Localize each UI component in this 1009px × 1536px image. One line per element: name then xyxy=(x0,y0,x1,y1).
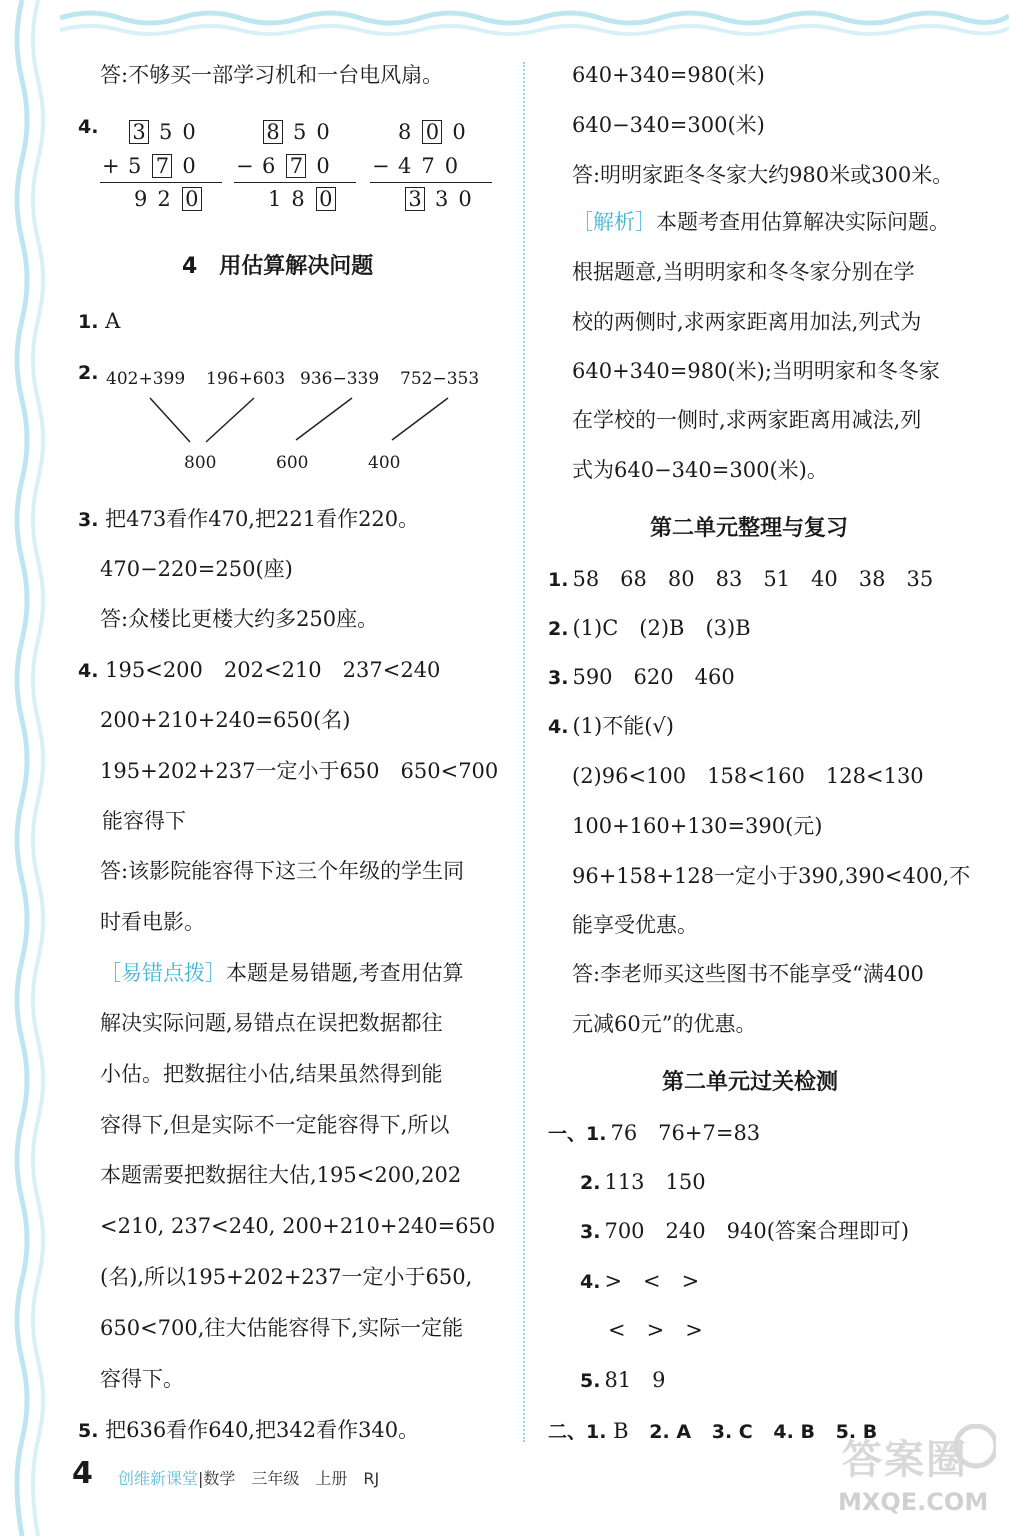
answer-text: 76 76+7=83 xyxy=(610,1121,761,1145)
answer-text: 200+210+240=650(名) xyxy=(100,708,351,732)
analysis-line xyxy=(572,455,828,485)
calc-row xyxy=(404,184,482,214)
tip-tag: ［易错点拨］ xyxy=(100,961,226,985)
question-number: 5. xyxy=(580,1370,601,1392)
column-divider xyxy=(523,62,525,1442)
page-number: 4 xyxy=(72,1456,93,1491)
answer-text: B xyxy=(613,1419,629,1443)
match-line xyxy=(150,398,190,442)
answer-value: 800 xyxy=(184,453,217,473)
digit: 0 xyxy=(182,154,206,178)
answer-box-digit: 7 xyxy=(152,154,172,178)
question-number: 二、1. xyxy=(548,1421,607,1443)
test-item xyxy=(580,1167,706,1198)
question-number: 4. xyxy=(580,1271,601,1293)
footer-info xyxy=(118,1466,379,1489)
part2-answers xyxy=(548,1416,877,1447)
calc-row xyxy=(134,184,212,214)
operator-sign: − xyxy=(372,154,400,178)
digit: 7 xyxy=(421,154,445,178)
test-item xyxy=(580,1266,699,1297)
match-line xyxy=(206,398,254,442)
answer-text: (2)96<100 158<160 128<130 xyxy=(572,764,924,788)
calc-row xyxy=(268,184,346,214)
digit: 5 xyxy=(159,120,183,144)
answer-text: 195<200 202<210 237<240 xyxy=(105,658,441,682)
digit: 8 xyxy=(398,120,422,144)
answer-text: A xyxy=(105,309,121,333)
answer-5 xyxy=(78,1415,419,1446)
operator-sign: + xyxy=(102,154,130,178)
digit: 9 xyxy=(134,187,158,211)
tip-line xyxy=(100,1211,495,1241)
digit: 0 xyxy=(458,187,482,211)
answer-box-digit: 3 xyxy=(405,187,425,211)
tip-line xyxy=(100,1364,184,1394)
answer-text: 58 68 80 83 51 40 38 35 xyxy=(572,567,934,591)
answer-text: 81 9 xyxy=(604,1368,666,1392)
answer-text: 470−220=250(座) xyxy=(100,557,293,581)
digit: 8 xyxy=(291,187,315,211)
tip-line xyxy=(100,1110,449,1140)
tip-text: 容得下。 xyxy=(100,1367,184,1391)
top-wave-border xyxy=(0,0,1009,52)
answer-text: < > > xyxy=(608,1318,703,1342)
answer-text: 答:众楼比更楼大约多250座。 xyxy=(100,607,379,631)
question-number: 2. xyxy=(548,618,569,640)
answer-text: 把473看作470,把221看作220。 xyxy=(105,507,420,531)
answer-text: 答:不够买一部学习机和一台电风扇。 xyxy=(100,63,444,87)
calc-rule xyxy=(100,182,222,183)
answer-text: 3. C xyxy=(711,1421,753,1443)
digit: 0 xyxy=(444,154,469,178)
watermark-text: 答案圈 xyxy=(842,1437,968,1483)
answer-text: > < > xyxy=(604,1269,700,1293)
section-title: 4 用估算解决问题 xyxy=(182,254,374,279)
digit: 4 xyxy=(398,154,422,178)
review-item xyxy=(548,564,933,595)
answer-box-digit: 0 xyxy=(422,120,442,144)
calc-row xyxy=(398,151,468,181)
question-number: 1. xyxy=(78,311,99,333)
answer-text: 能享受优惠。 xyxy=(572,913,698,937)
watermark-url: MXQE.COM xyxy=(838,1488,989,1516)
digit: 0 xyxy=(316,154,340,178)
section-title: 第二单元过关检测 xyxy=(662,1070,839,1095)
question-number: 3. xyxy=(78,509,99,531)
answer-text: (1)不能(√) xyxy=(572,714,674,738)
analysis-line xyxy=(572,257,915,287)
digit: 6 xyxy=(262,154,286,178)
answer-text: 5. B xyxy=(835,1421,878,1443)
answer-text: 640−340=300(米) xyxy=(572,113,765,137)
answer-text: (1)C (2)B (3)B xyxy=(572,616,751,640)
analysis-tag: ［解析］ xyxy=(572,210,656,234)
calc-row xyxy=(128,117,206,147)
question-number: 2. xyxy=(78,362,99,384)
answer-value: 600 xyxy=(276,453,309,473)
digit: 1 xyxy=(268,187,292,211)
expression: 196+603 xyxy=(206,369,286,389)
answer-text: 700 240 940(答案合理即可) xyxy=(604,1219,910,1243)
analysis-text: 在学校的一侧时,求两家距离用减法,列 xyxy=(572,408,922,432)
test-item xyxy=(580,1365,666,1396)
tip-line xyxy=(100,1262,472,1292)
digit: 0 xyxy=(182,120,206,144)
operator-sign: − xyxy=(236,154,264,178)
digit: 5 xyxy=(293,120,317,144)
tip-text: 本题是易错题,考查用估算 xyxy=(226,961,464,985)
expression: 752−353 xyxy=(400,369,480,389)
digit: 3 xyxy=(435,187,459,211)
question-number: 3. xyxy=(548,667,569,689)
analysis-text: 640+340=980(米);当明明家和冬冬家 xyxy=(572,359,940,383)
tip-text: <210, 237<240, 200+210+240=650 xyxy=(100,1214,496,1238)
analysis-line xyxy=(572,307,921,337)
answer-text: 2. A xyxy=(649,1421,692,1443)
left-wave-border xyxy=(0,0,60,1536)
answer-3 xyxy=(78,504,419,535)
answer-box-digit: 3 xyxy=(129,120,149,144)
digit: 0 xyxy=(452,120,476,144)
tip-text: 本题需要把数据往大估,195<200,202 xyxy=(100,1163,462,1187)
tip-line xyxy=(100,1313,463,1343)
analysis-text: 本题考查用估算解决实际问题。 xyxy=(656,210,950,234)
answer-text: 4. B xyxy=(773,1421,815,1443)
tip-line xyxy=(100,1160,461,1190)
section-title: 第二单元整理与复习 xyxy=(650,516,849,541)
tip-text: 小估。把数据往小估,结果虽然得到能 xyxy=(100,1062,443,1086)
expression: 936−339 xyxy=(300,369,380,389)
answer-text: 答:李老师买这些图书不能享受“满400 xyxy=(572,962,924,986)
match-line xyxy=(296,398,352,440)
tip-line xyxy=(100,958,464,988)
question-number: 4. xyxy=(548,716,569,738)
answer-text: 113 150 xyxy=(604,1170,706,1194)
answer-4 xyxy=(78,655,440,686)
question-number: 一、1. xyxy=(548,1123,607,1145)
review-item xyxy=(548,662,735,693)
analysis-text: 根据题意,当明明家和冬冬家分别在学 xyxy=(572,260,915,284)
digit: 0 xyxy=(316,120,340,144)
answer-text: 能容得下 xyxy=(102,809,186,833)
answer-text: 195+202+237一定小于650 650<700 xyxy=(100,759,499,783)
tip-text: 650<700,往大估能容得下,实际一定能 xyxy=(100,1316,464,1340)
answer-text: 把636看作640,把342看作340。 xyxy=(105,1418,420,1442)
answer-text: 96+158+128一定小于390,390<400,不 xyxy=(572,864,971,888)
calc-row xyxy=(398,117,476,147)
answer-text: 答:该影院能容得下这三个年级的学生同 xyxy=(100,859,465,883)
question-number: 2. xyxy=(580,1172,601,1194)
analysis-text: 式为640−340=300(米)。 xyxy=(572,458,828,482)
test-item xyxy=(580,1216,909,1247)
answer-box-digit: 0 xyxy=(316,187,336,211)
answer-text: 元减60元”的优惠。 xyxy=(572,1012,757,1036)
analysis-line xyxy=(572,356,940,386)
answer-text: 100+160+130=390(元) xyxy=(572,814,823,838)
match-line xyxy=(392,398,448,440)
answer-text: 时看电影。 xyxy=(100,910,205,934)
brand-name: 创维新课堂 xyxy=(118,1469,199,1488)
tip-text: 解决实际问题,易错点在误把数据都往 xyxy=(100,1011,443,1035)
question-number: 5. xyxy=(78,1420,99,1442)
digit: 2 xyxy=(157,187,181,211)
tip-text: 容得下,但是实际不一定能容得下,所以 xyxy=(100,1113,450,1137)
question-number: 3. xyxy=(580,1221,601,1243)
review-item xyxy=(548,711,674,742)
expression: 402+399 xyxy=(106,369,186,389)
analysis-line xyxy=(572,405,921,435)
calc-rule xyxy=(370,182,492,183)
answer-box-digit: 8 xyxy=(263,120,283,144)
calc-row xyxy=(128,151,206,181)
answer-box-digit: 0 xyxy=(182,187,202,211)
answer-value: 400 xyxy=(368,453,401,473)
analysis-text: 校的两侧时,求两家距离用加法,列式为 xyxy=(572,310,922,334)
question-number: 4. xyxy=(78,660,99,682)
calc-row xyxy=(262,151,340,181)
tip-line xyxy=(100,1008,443,1038)
calc-row xyxy=(262,117,340,147)
tip-text: (名),所以195+202+237一定小于650, xyxy=(100,1265,473,1289)
question-number: 1. xyxy=(548,569,569,591)
answer-box-digit: 7 xyxy=(286,154,306,178)
calc-rule xyxy=(234,182,356,183)
question-number: 4. xyxy=(78,116,99,138)
tip-line xyxy=(100,1059,443,1089)
answer-1 xyxy=(78,306,120,337)
analysis-line xyxy=(572,207,950,237)
test-item xyxy=(604,1315,703,1345)
digit: 5 xyxy=(128,154,152,178)
test-item xyxy=(548,1118,760,1149)
review-item xyxy=(548,613,751,644)
answer-text: 640+340=980(米) xyxy=(572,63,765,87)
book-info: |数学 三年级 上册 RJ xyxy=(198,1469,380,1488)
answer-text: 答:明明家距冬冬家大约980米或300米。 xyxy=(572,163,954,187)
answer-text: 590 620 460 xyxy=(572,665,735,689)
